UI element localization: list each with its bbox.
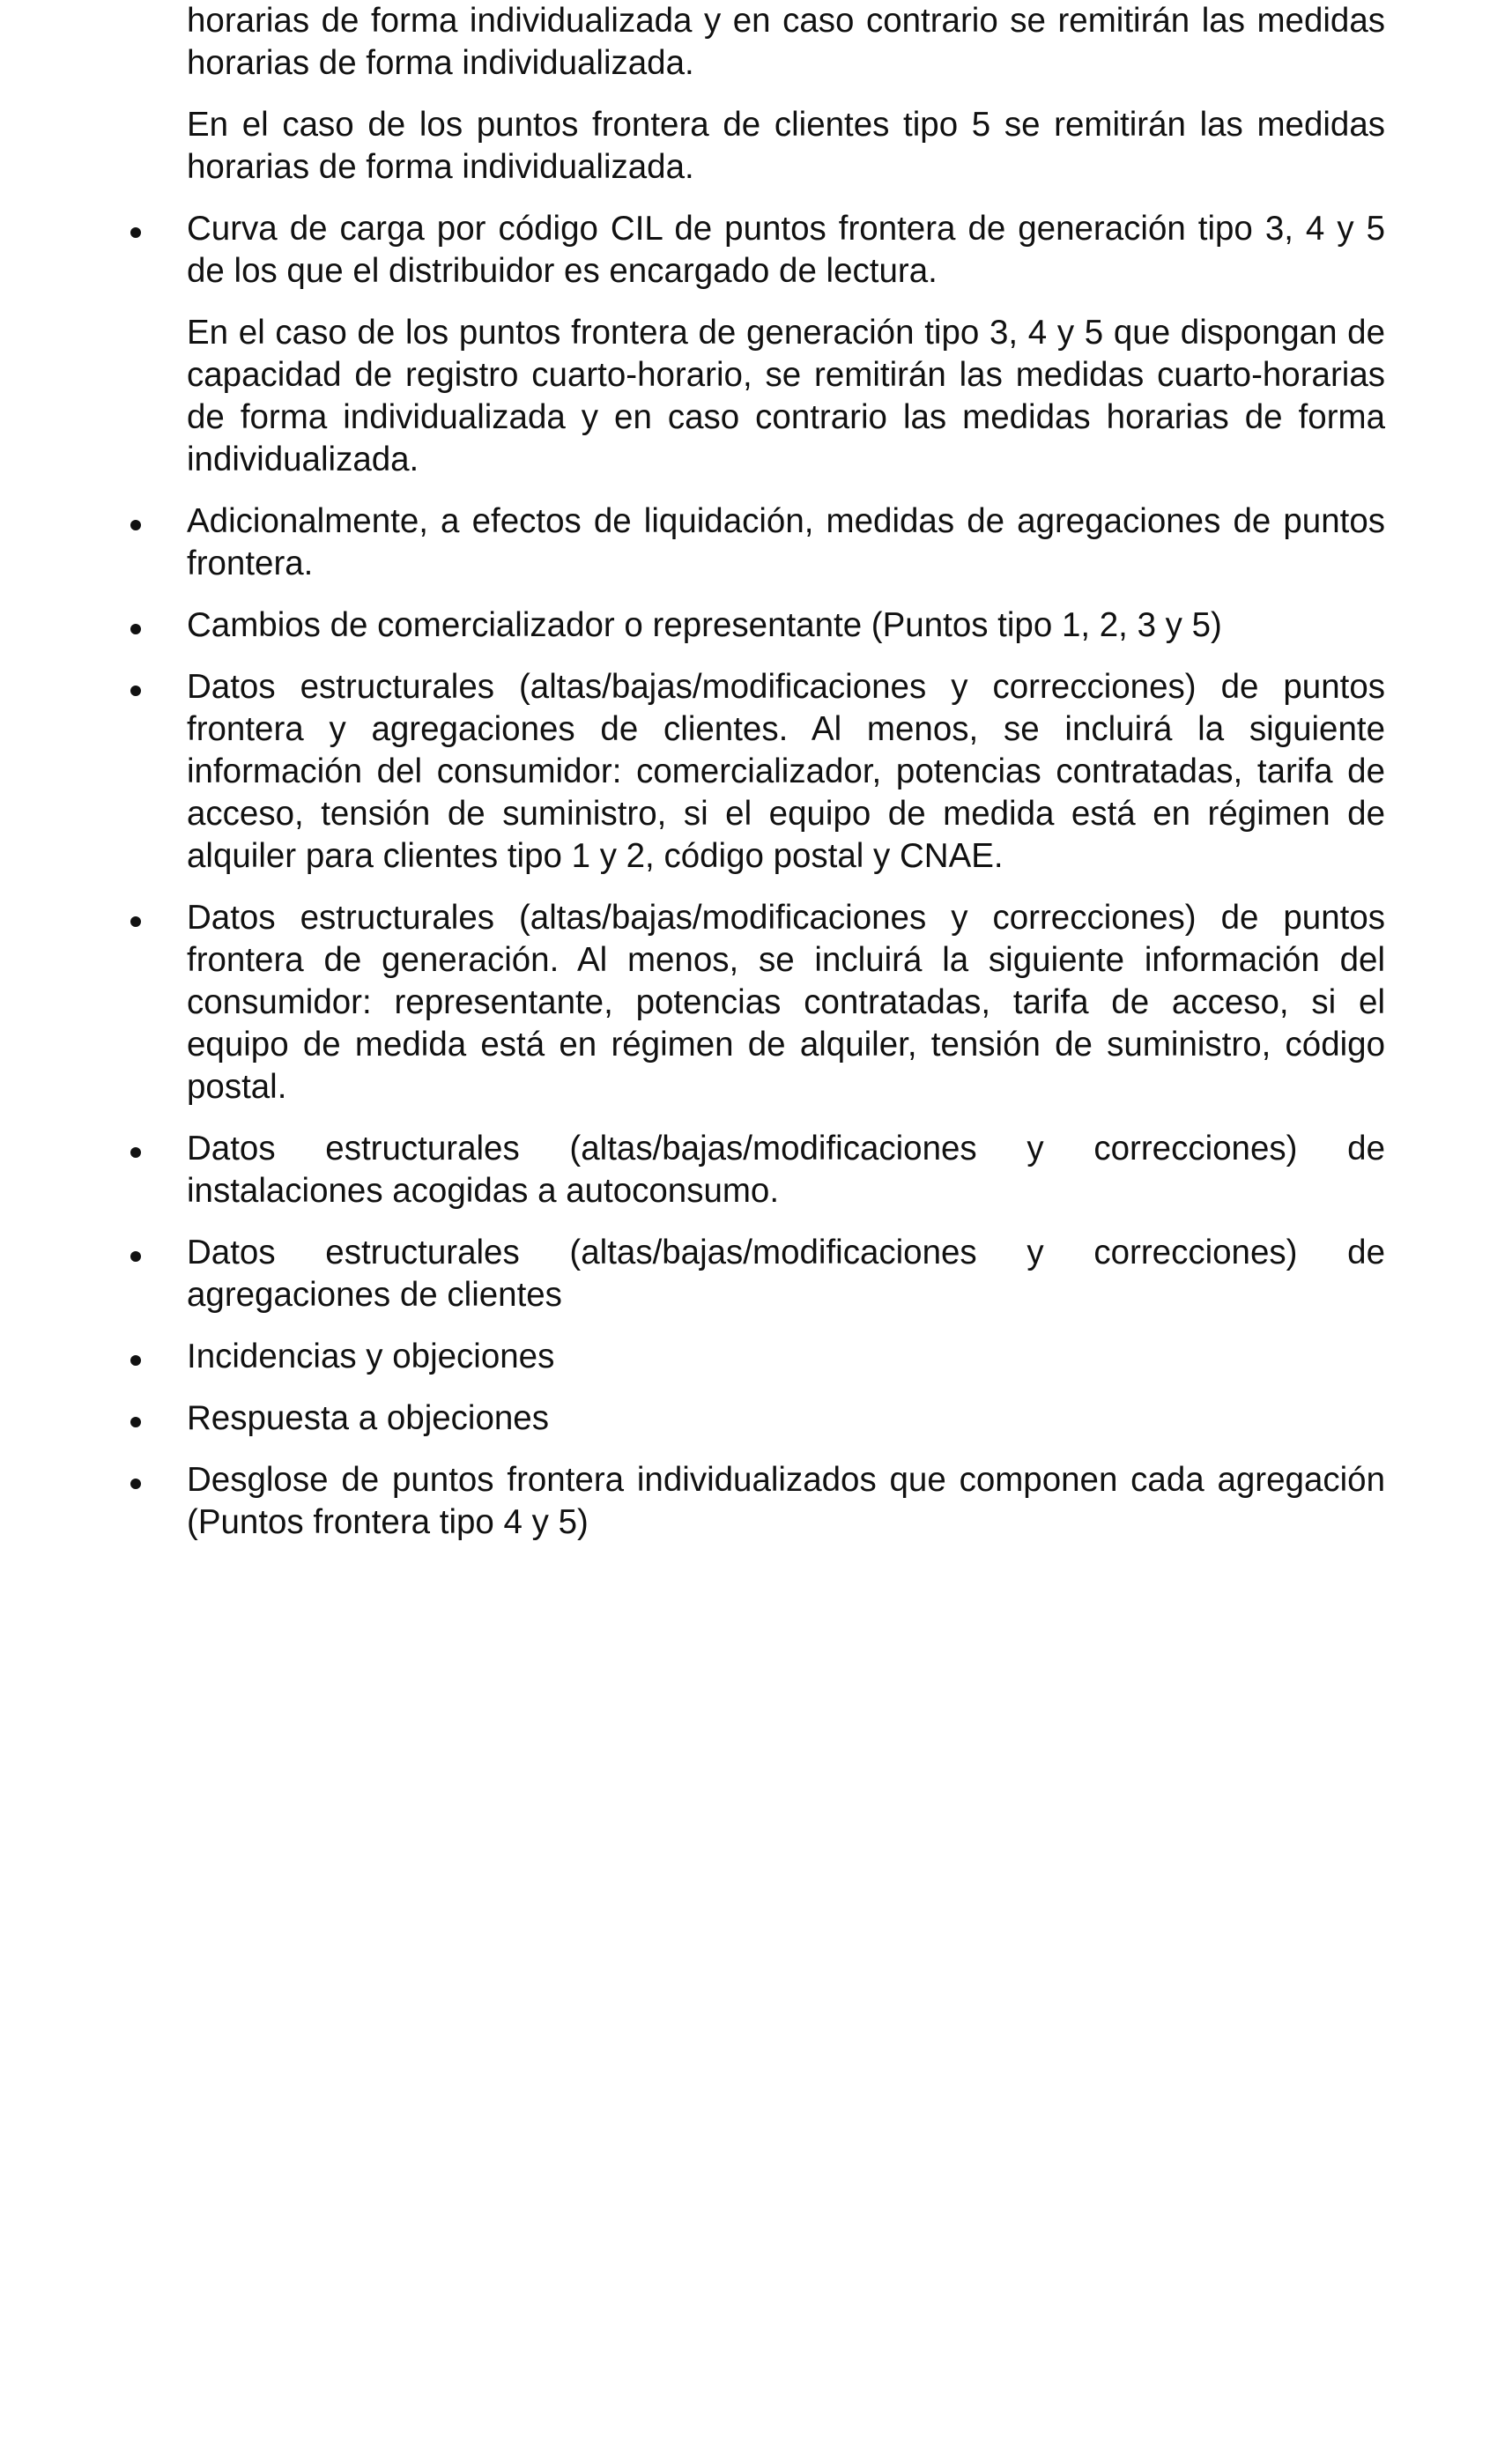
bullet-icon: [130, 686, 141, 696]
list-item-datos-estructurales-autoconsumo: [187, 1128, 1385, 1212]
list-item-text: Desglose de puntos frontera individualizados que componen cada agregación (Puntos frontera tipo 4 y 5): [187, 1461, 1385, 1541]
bullet-icon: [130, 916, 141, 927]
list-item-desglose: [187, 1459, 1385, 1544]
bullet-icon: [130, 624, 141, 634]
list-item-agregaciones: [187, 500, 1385, 585]
list-item-text: Respuesta a objeciones: [187, 1399, 549, 1437]
paragraph-generacion-tipo-3-4-5: En el caso de los puntos frontera de generación tipo 3, 4 y 5 que dispongan de capacidad de registro cuarto-horario, se remitirán las medidas cuarto-horarias de forma individualizada y en caso contrario las medidas horarias de forma individualizada.: [187, 314, 1385, 478]
list-item-text: Datos estructurales (altas/bajas/modificaciones y correcciones) de instalaciones acogidas a autoconsumo.: [187, 1130, 1385, 1210]
list-item-text: Datos estructurales (altas/bajas/modificaciones y correcciones) de puntos frontera de generación. Al menos, se incluirá la siguiente información del consumidor: representante, potencias contratadas, tarifa de acceso, si el equipo de medida está en régimen de alquiler, tensión de suministro, código postal.: [187, 899, 1385, 1106]
list-item-datos-estructurales-agregaciones: [187, 1232, 1385, 1316]
bullet-icon: [130, 1147, 141, 1158]
paragraph-continuation: horarias de forma individualizada y en caso contrario se remitirán las medidas horarias de forma individualizada.: [187, 2, 1385, 82]
bullet-icon: [130, 1417, 141, 1427]
bullet-icon: [130, 227, 141, 238]
list-item-text: Cambios de comercializador o representante (Puntos tipo 1, 2, 3 y 5): [187, 606, 1222, 644]
list-item-text: Incidencias y objeciones: [187, 1338, 555, 1375]
list-item-text: Datos estructurales (altas/bajas/modificaciones y correcciones) de puntos frontera y agregaciones de clientes. Al menos, se incluirá la siguiente información del consumidor: comercializador, potencias contratadas, tarifa de acceso, tensión de suministro, si el equipo de medida está en régimen de alquiler para clientes tipo 1 y 2, código postal y CNAE.: [187, 668, 1385, 875]
list-item-datos-estructurales-generacion: [187, 897, 1385, 1108]
paragraph-clientes-tipo-5: En el caso de los puntos frontera de clientes tipo 5 se remitirán las medidas horarias de forma individualizada.: [187, 106, 1385, 186]
document-body: [187, 0, 1385, 1563]
bullet-icon: [130, 1479, 141, 1489]
list-item-text: Datos estructurales (altas/bajas/modificaciones y correcciones) de agregaciones de clientes: [187, 1234, 1385, 1314]
bullet-icon: [130, 1355, 141, 1366]
list-item-text: Adicionalmente, a efectos de liquidación, medidas de agregaciones de puntos frontera.: [187, 502, 1385, 582]
list-item-cambios-comercializador: [187, 604, 1385, 647]
list-item-respuesta-objeciones: [187, 1397, 1385, 1440]
list-item-text: Curva de carga por código CIL de puntos frontera de generación tipo 3, 4 y 5 de los que el distribuidor es encargado de lectura.: [187, 210, 1385, 290]
list-item-incidencias: [187, 1336, 1385, 1378]
bullet-icon: [130, 520, 141, 530]
list-item-datos-estructurales-clientes: [187, 666, 1385, 878]
bullet-icon: [130, 1251, 141, 1262]
list-item-curva-carga: [187, 208, 1385, 293]
